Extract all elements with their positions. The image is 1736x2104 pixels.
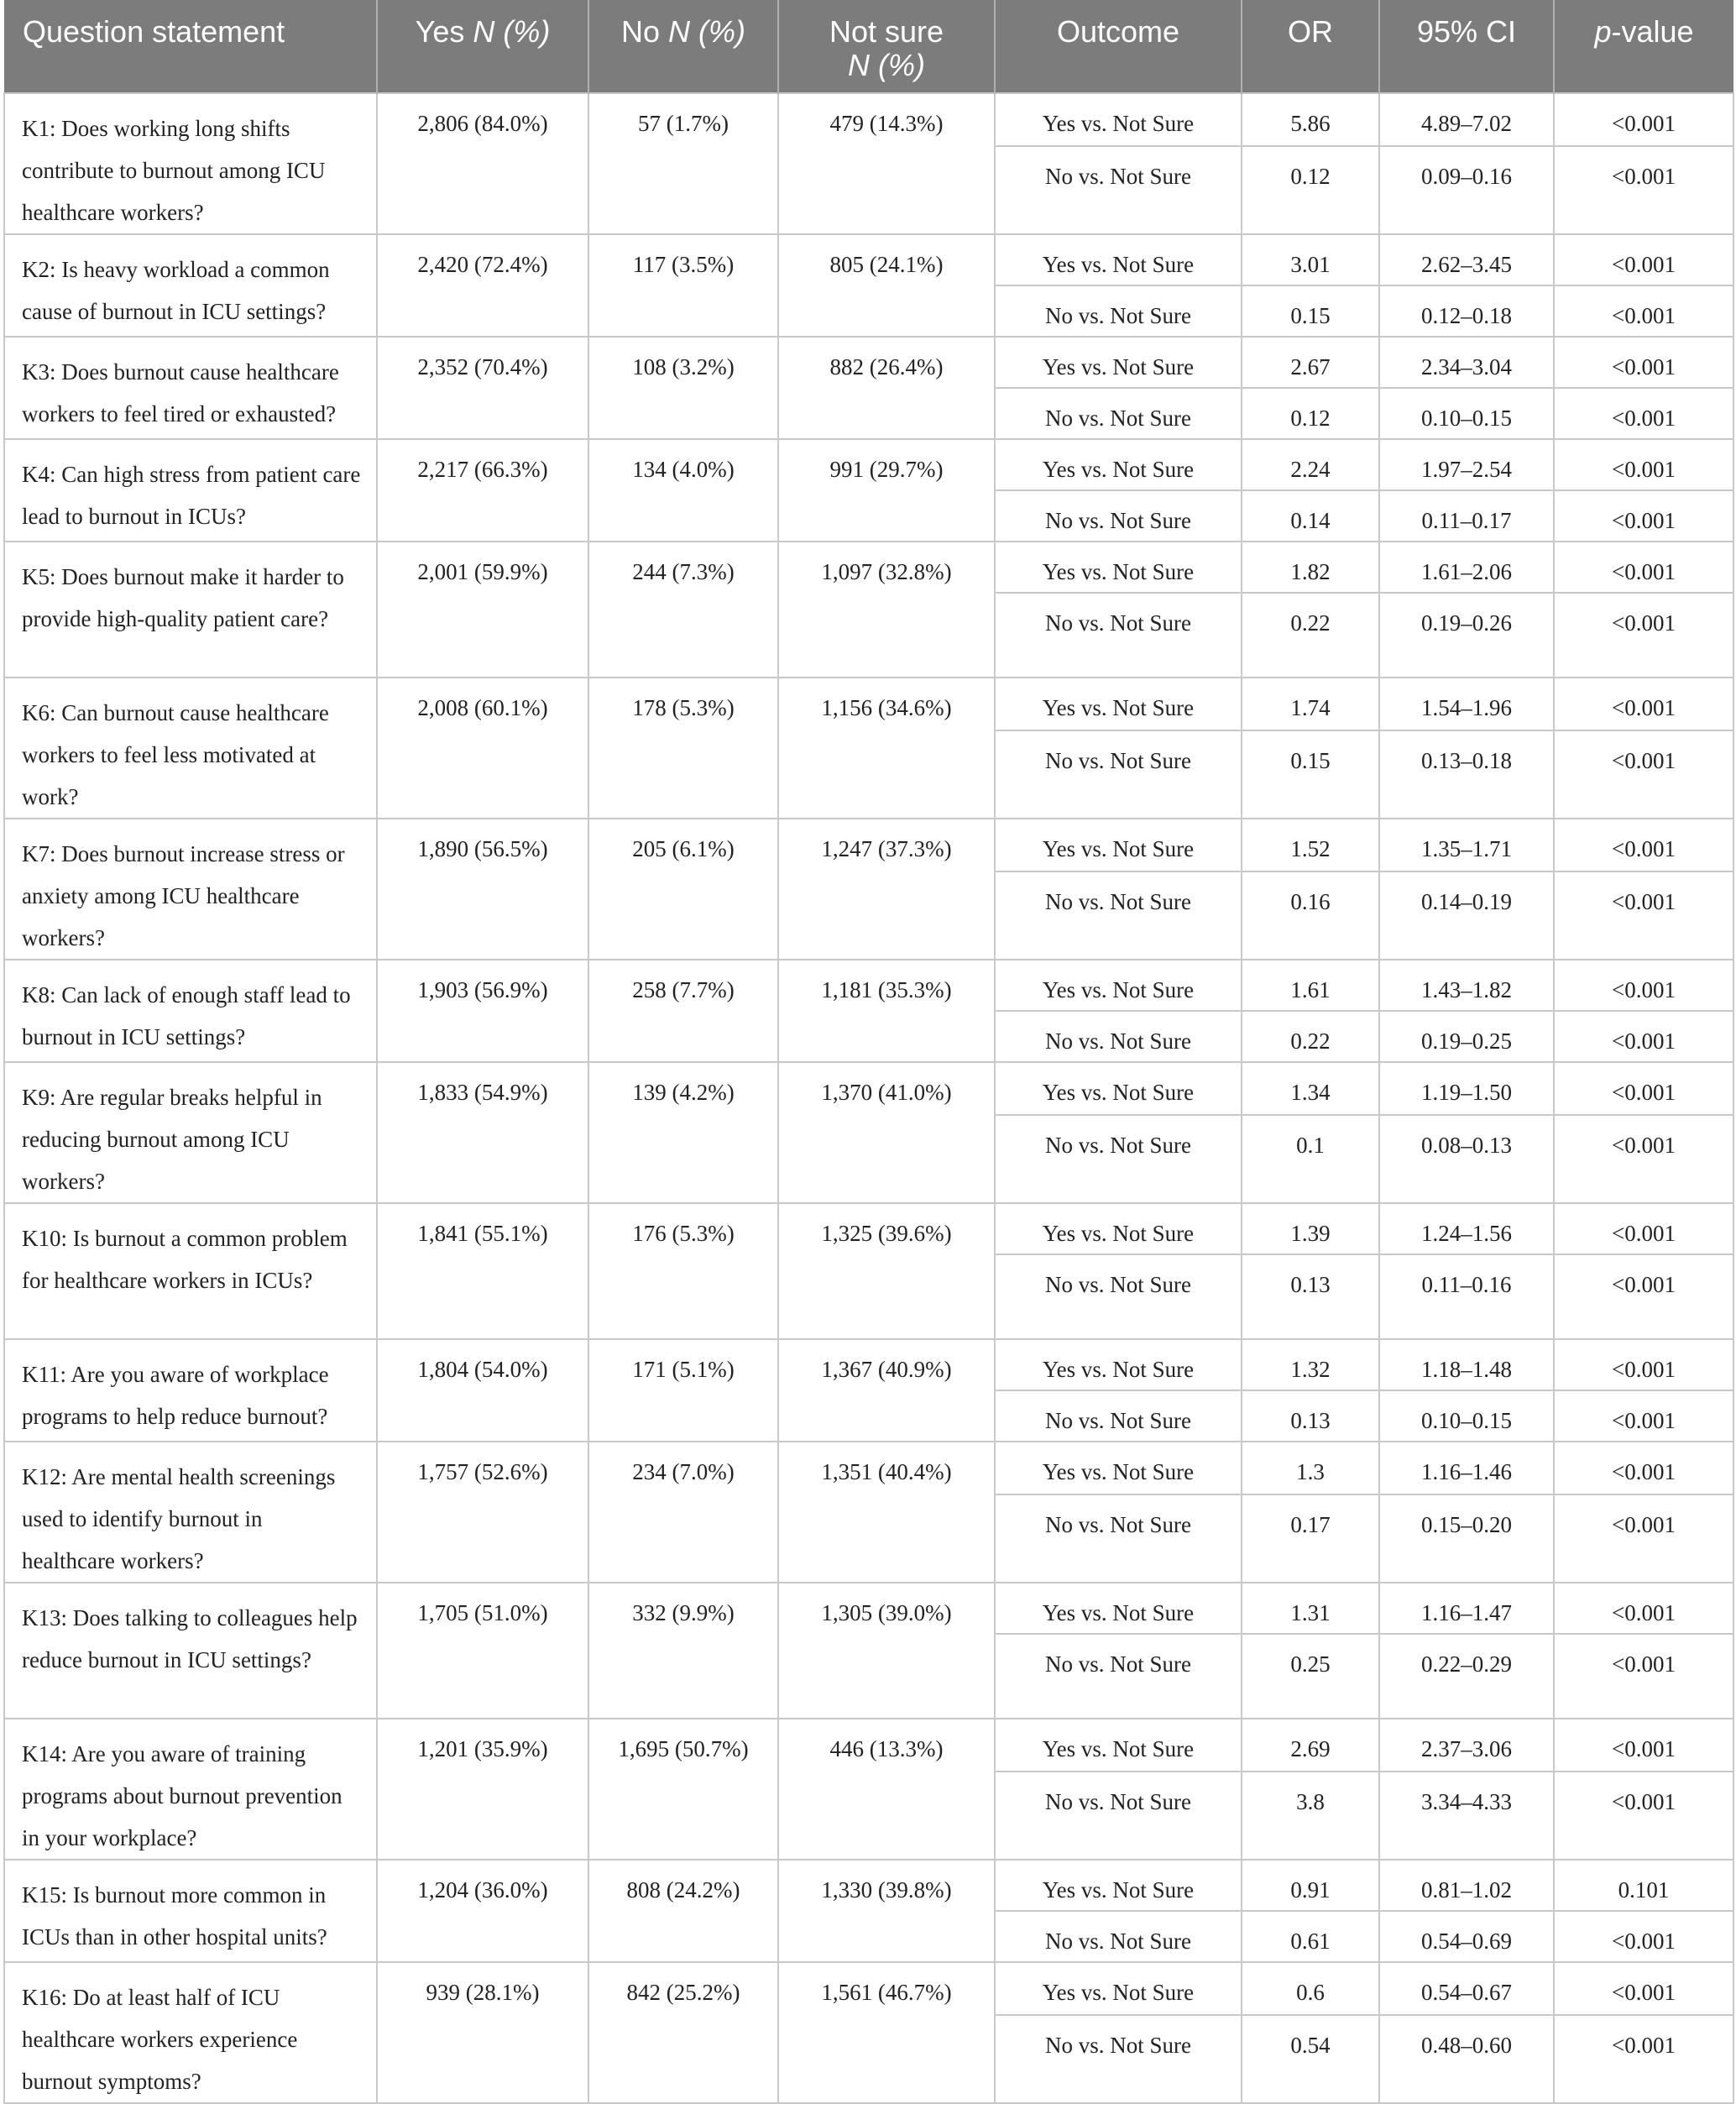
or-cell: 0.13	[1242, 1390, 1379, 1442]
p-value-cell: <0.001	[1554, 1442, 1733, 1494]
outcome-cell: No vs. Not Sure	[995, 1772, 1242, 1860]
p-value-cell: <0.001	[1554, 337, 1733, 388]
outcome-cell: Yes vs. Not Sure	[995, 960, 1242, 1011]
outcome-cell: No vs. Not Sure	[995, 593, 1242, 678]
or-cell: 0.61	[1242, 1911, 1379, 1962]
no-count-cell: 134 (4.0%)	[588, 439, 778, 542]
question-cell: K13: Does talking to colleagues help reduce burnout in ICU settings?	[4, 1583, 377, 1719]
yes-count-cell: 1,890 (56.5%)	[377, 819, 588, 960]
header-p-italic: p	[1594, 14, 1612, 49]
question-cell: K16: Do at least half of ICU healthcare workers experience burnout symptoms?	[4, 1962, 377, 2103]
ci-cell: 1.61–2.06	[1379, 542, 1554, 593]
header-yes-npct: N (%)	[473, 14, 551, 49]
outcome-cell: Yes vs. Not Sure	[995, 337, 1242, 388]
table-row	[4, 1962, 1733, 2015]
no-count-cell: 205 (6.1%)	[588, 819, 778, 960]
ci-cell: 1.19–1.50	[1379, 1062, 1554, 1115]
p-value-cell: <0.001	[1554, 1203, 1733, 1254]
question-cell: K2: Is heavy workload a common cause of burnout in ICU settings?	[4, 234, 377, 337]
ci-cell: 0.08–0.13	[1379, 1115, 1554, 1203]
outcome-cell: No vs. Not Sure	[995, 1390, 1242, 1442]
question-cell: K4: Can high stress from patient care lead to burnout in ICUs?	[4, 439, 377, 542]
yes-count-cell: 1,833 (54.9%)	[377, 1062, 588, 1203]
question-cell: K10: Is burnout a common problem for healthcare workers in ICUs?	[4, 1203, 377, 1339]
p-value-cell: <0.001	[1554, 146, 1733, 234]
table-row	[4, 439, 1733, 490]
p-value-cell: <0.001	[1554, 93, 1733, 146]
not-sure-count-cell: 1,367 (40.9%)	[778, 1339, 995, 1442]
outcome-cell: Yes vs. Not Sure	[995, 678, 1242, 730]
question-cell: K12: Are mental health screenings used to identify burnout in healthcare workers?	[4, 1442, 377, 1583]
question-cell: K1: Does working long shifts contribute to burnout among ICU healthcare workers?	[4, 93, 377, 234]
question-cell: K9: Are regular breaks helpful in reducing burnout among ICU workers?	[4, 1062, 377, 1203]
outcome-cell: No vs. Not Sure	[995, 1011, 1242, 1062]
or-cell: 3.01	[1242, 234, 1379, 285]
question-cell: K15: Is burnout more common in ICUs than in other hospital units?	[4, 1860, 377, 1962]
ci-cell: 0.15–0.20	[1379, 1494, 1554, 1583]
ci-cell: 2.62–3.45	[1379, 234, 1554, 285]
ci-cell: 0.19–0.26	[1379, 593, 1554, 678]
outcome-cell: Yes vs. Not Sure	[995, 1860, 1242, 1911]
or-cell: 1.82	[1242, 542, 1379, 593]
or-cell: 5.86	[1242, 93, 1379, 146]
table-row	[4, 542, 1733, 593]
outcome-cell: No vs. Not Sure	[995, 146, 1242, 234]
or-cell: 0.12	[1242, 388, 1379, 439]
outcome-cell: No vs. Not Sure	[995, 1911, 1242, 1962]
outcome-cell: No vs. Not Sure	[995, 1494, 1242, 1583]
header-ci	[1379, 0, 1554, 93]
outcome-cell: No vs. Not Sure	[995, 490, 1242, 542]
no-count-cell: 1,695 (50.7%)	[588, 1719, 778, 1860]
p-value-cell: <0.001	[1554, 1011, 1733, 1062]
or-cell: 1.3	[1242, 1442, 1379, 1494]
table-header	[4, 0, 1733, 93]
or-cell: 0.1	[1242, 1115, 1379, 1203]
outcome-cell: Yes vs. Not Sure	[995, 439, 1242, 490]
p-value-cell: <0.001	[1554, 1339, 1733, 1390]
header-p-suffix: -value	[1611, 14, 1694, 49]
or-cell: 0.16	[1242, 871, 1379, 960]
outcome-cell: Yes vs. Not Sure	[995, 1719, 1242, 1772]
header-outcome	[995, 0, 1242, 93]
outcome-cell: Yes vs. Not Sure	[995, 1339, 1242, 1390]
not-sure-count-cell: 446 (13.3%)	[778, 1719, 995, 1860]
ci-cell: 0.14–0.19	[1379, 871, 1554, 960]
or-cell: 0.6	[1242, 1962, 1379, 2015]
yes-count-cell: 1,201 (35.9%)	[377, 1719, 588, 1860]
outcome-cell: No vs. Not Sure	[995, 285, 1242, 337]
p-value-cell: <0.001	[1554, 2015, 1733, 2103]
header-not-sure-label: Not sure	[829, 14, 944, 49]
p-value-cell: <0.001	[1554, 730, 1733, 819]
no-count-cell: 842 (25.2%)	[588, 1962, 778, 2103]
no-count-cell: 57 (1.7%)	[588, 93, 778, 234]
ci-cell: 2.37–3.06	[1379, 1719, 1554, 1772]
p-value-cell: <0.001	[1554, 593, 1733, 678]
ci-cell: 1.16–1.47	[1379, 1583, 1554, 1634]
table-row	[4, 1583, 1733, 1634]
question-cell: K3: Does burnout cause healthcare workers to feel tired or exhausted?	[4, 337, 377, 439]
table-row	[4, 1339, 1733, 1390]
or-cell: 2.24	[1242, 439, 1379, 490]
or-cell: 1.61	[1242, 960, 1379, 1011]
header-outcome-label: Outcome	[1056, 14, 1180, 49]
ci-cell: 0.22–0.29	[1379, 1634, 1554, 1719]
outcome-cell: No vs. Not Sure	[995, 1115, 1242, 1203]
knowledge-table	[3, 0, 1734, 2104]
ci-cell: 1.16–1.46	[1379, 1442, 1554, 1494]
p-value-cell: <0.001	[1554, 1583, 1733, 1634]
p-value-cell: <0.001	[1554, 1115, 1733, 1203]
p-value-cell: <0.001	[1554, 542, 1733, 593]
ci-cell: 0.09–0.16	[1379, 146, 1554, 234]
p-value-cell: <0.001	[1554, 1719, 1733, 1772]
or-cell: 1.52	[1242, 819, 1379, 871]
ci-cell: 0.13–0.18	[1379, 730, 1554, 819]
not-sure-count-cell: 1,351 (40.4%)	[778, 1442, 995, 1583]
no-count-cell: 117 (3.5%)	[588, 234, 778, 337]
or-cell: 0.22	[1242, 593, 1379, 678]
or-cell: 0.14	[1242, 490, 1379, 542]
ci-cell: 0.11–0.17	[1379, 490, 1554, 542]
outcome-cell: No vs. Not Sure	[995, 871, 1242, 960]
p-value-cell: <0.001	[1554, 1494, 1733, 1583]
p-value-cell: <0.001	[1554, 1254, 1733, 1339]
question-cell: K5: Does burnout make it harder to provide high-quality patient care?	[4, 542, 377, 678]
or-cell: 3.8	[1242, 1772, 1379, 1860]
yes-count-cell: 1,903 (56.9%)	[377, 960, 588, 1062]
yes-count-cell: 2,352 (70.4%)	[377, 337, 588, 439]
no-count-cell: 258 (7.7%)	[588, 960, 778, 1062]
ci-cell: 0.12–0.18	[1379, 285, 1554, 337]
table-row	[4, 1719, 1733, 1772]
yes-count-cell: 2,420 (72.4%)	[377, 234, 588, 337]
or-cell: 0.91	[1242, 1860, 1379, 1911]
outcome-cell: Yes vs. Not Sure	[995, 1203, 1242, 1254]
p-value-cell: 0.101	[1554, 1860, 1733, 1911]
ci-cell: 1.54–1.96	[1379, 678, 1554, 730]
or-cell: 0.25	[1242, 1634, 1379, 1719]
header-question	[4, 0, 377, 93]
no-count-cell: 244 (7.3%)	[588, 542, 778, 678]
ci-cell: 1.18–1.48	[1379, 1339, 1554, 1390]
table-row	[4, 234, 1733, 285]
header-not-sure	[778, 0, 995, 93]
yes-count-cell: 1,804 (54.0%)	[377, 1339, 588, 1442]
no-count-cell: 234 (7.0%)	[588, 1442, 778, 1583]
not-sure-count-cell: 805 (24.1%)	[778, 234, 995, 337]
outcome-cell: Yes vs. Not Sure	[995, 93, 1242, 146]
table-row	[4, 93, 1733, 146]
not-sure-count-cell: 1,305 (39.0%)	[778, 1583, 995, 1719]
no-count-cell: 176 (5.3%)	[588, 1203, 778, 1339]
p-value-cell: <0.001	[1554, 388, 1733, 439]
outcome-cell: Yes vs. Not Sure	[995, 542, 1242, 593]
p-value-cell: <0.001	[1554, 1390, 1733, 1442]
question-cell: K7: Does burnout increase stress or anxiety among ICU healthcare workers?	[4, 819, 377, 960]
table-row	[4, 819, 1733, 871]
not-sure-count-cell: 1,370 (41.0%)	[778, 1062, 995, 1203]
header-p-value	[1554, 0, 1733, 93]
not-sure-count-cell: 1,181 (35.3%)	[778, 960, 995, 1062]
ci-cell: 0.10–0.15	[1379, 388, 1554, 439]
p-value-cell: <0.001	[1554, 1062, 1733, 1115]
question-cell: K14: Are you aware of training programs about burnout prevention in your workplace?	[4, 1719, 377, 1860]
not-sure-count-cell: 1,247 (37.3%)	[778, 819, 995, 960]
or-cell: 2.67	[1242, 337, 1379, 388]
outcome-cell: Yes vs. Not Sure	[995, 234, 1242, 285]
p-value-cell: <0.001	[1554, 285, 1733, 337]
ci-cell: 1.43–1.82	[1379, 960, 1554, 1011]
yes-count-cell: 2,806 (84.0%)	[377, 93, 588, 234]
question-cell: K6: Can burnout cause healthcare workers to feel less motivated at work?	[4, 678, 377, 819]
question-cell: K11: Are you aware of workplace programs to help reduce burnout?	[4, 1339, 377, 1442]
header-yes-label: Yes	[415, 14, 465, 49]
header-ci-label: 95% CI	[1416, 14, 1517, 49]
ci-cell: 1.97–2.54	[1379, 439, 1554, 490]
yes-count-cell: 2,001 (59.9%)	[377, 542, 588, 678]
p-value-cell: <0.001	[1554, 1634, 1733, 1719]
header-no	[588, 0, 778, 93]
table-row	[4, 1442, 1733, 1494]
no-count-cell: 332 (9.9%)	[588, 1583, 778, 1719]
p-value-cell: <0.001	[1554, 490, 1733, 542]
or-cell: 2.69	[1242, 1719, 1379, 1772]
yes-count-cell: 2,217 (66.3%)	[377, 439, 588, 542]
yes-count-cell: 939 (28.1%)	[377, 1962, 588, 2103]
p-value-cell: <0.001	[1554, 234, 1733, 285]
or-cell: 0.17	[1242, 1494, 1379, 1583]
table-row	[4, 960, 1733, 1011]
outcome-cell: No vs. Not Sure	[995, 1634, 1242, 1719]
outcome-cell: No vs. Not Sure	[995, 2015, 1242, 2103]
yes-count-cell: 1,841 (55.1%)	[377, 1203, 588, 1339]
no-count-cell: 171 (5.1%)	[588, 1339, 778, 1442]
table-row	[4, 678, 1733, 730]
or-cell: 1.31	[1242, 1583, 1379, 1634]
not-sure-count-cell: 1,561 (46.7%)	[778, 1962, 995, 2103]
not-sure-count-cell: 1,156 (34.6%)	[778, 678, 995, 819]
header-or	[1242, 0, 1379, 93]
header-not-sure-npct: N (%)	[848, 48, 925, 82]
not-sure-count-cell: 479 (14.3%)	[778, 93, 995, 234]
p-value-cell: <0.001	[1554, 439, 1733, 490]
table-row	[4, 1203, 1733, 1254]
ci-cell: 0.10–0.15	[1379, 1390, 1554, 1442]
or-cell: 1.39	[1242, 1203, 1379, 1254]
yes-count-cell: 2,008 (60.1%)	[377, 678, 588, 819]
or-cell: 0.15	[1242, 285, 1379, 337]
or-cell: 0.22	[1242, 1011, 1379, 1062]
p-value-cell: <0.001	[1554, 819, 1733, 871]
ci-cell: 1.24–1.56	[1379, 1203, 1554, 1254]
outcome-cell: No vs. Not Sure	[995, 388, 1242, 439]
ci-cell: 3.34–4.33	[1379, 1772, 1554, 1860]
table-row	[4, 337, 1733, 388]
p-value-cell: <0.001	[1554, 1911, 1733, 1962]
no-count-cell: 178 (5.3%)	[588, 678, 778, 819]
not-sure-count-cell: 1,330 (39.8%)	[778, 1860, 995, 1962]
ci-cell: 2.34–3.04	[1379, 337, 1554, 388]
header-or-label: OR	[1288, 14, 1333, 49]
or-cell: 0.12	[1242, 146, 1379, 234]
p-value-cell: <0.001	[1554, 1772, 1733, 1860]
no-count-cell: 808 (24.2%)	[588, 1860, 778, 1962]
yes-count-cell: 1,757 (52.6%)	[377, 1442, 588, 1583]
question-cell: K8: Can lack of enough staff lead to burnout in ICU settings?	[4, 960, 377, 1062]
header-no-npct: N (%)	[668, 14, 746, 49]
or-cell: 1.34	[1242, 1062, 1379, 1115]
header-question-label: Question statement	[23, 14, 285, 49]
outcome-cell: Yes vs. Not Sure	[995, 1442, 1242, 1494]
outcome-cell: No vs. Not Sure	[995, 1254, 1242, 1339]
ci-cell: 0.48–0.60	[1379, 2015, 1554, 2103]
yes-count-cell: 1,204 (36.0%)	[377, 1860, 588, 1962]
ci-cell: 1.35–1.71	[1379, 819, 1554, 871]
or-cell: 0.54	[1242, 2015, 1379, 2103]
table-body	[4, 93, 1733, 2103]
not-sure-count-cell: 882 (26.4%)	[778, 337, 995, 439]
header-no-label: No	[620, 14, 660, 49]
or-cell: 1.74	[1242, 678, 1379, 730]
p-value-cell: <0.001	[1554, 1962, 1733, 2015]
yes-count-cell: 1,705 (51.0%)	[377, 1583, 588, 1719]
not-sure-count-cell: 1,325 (39.6%)	[778, 1203, 995, 1339]
p-value-cell: <0.001	[1554, 960, 1733, 1011]
or-cell: 0.15	[1242, 730, 1379, 819]
ci-cell: 4.89–7.02	[1379, 93, 1554, 146]
outcome-cell: Yes vs. Not Sure	[995, 819, 1242, 871]
table-row	[4, 1062, 1733, 1115]
p-value-cell: <0.001	[1554, 871, 1733, 960]
ci-cell: 0.54–0.67	[1379, 1962, 1554, 2015]
ci-cell: 0.54–0.69	[1379, 1911, 1554, 1962]
or-cell: 1.32	[1242, 1339, 1379, 1390]
no-count-cell: 139 (4.2%)	[588, 1062, 778, 1203]
header-row	[4, 0, 1733, 93]
or-cell: 0.13	[1242, 1254, 1379, 1339]
table-row	[4, 1860, 1733, 1911]
no-count-cell: 108 (3.2%)	[588, 337, 778, 439]
outcome-cell: No vs. Not Sure	[995, 730, 1242, 819]
ci-cell: 0.81–1.02	[1379, 1860, 1554, 1911]
not-sure-count-cell: 991 (29.7%)	[778, 439, 995, 542]
ci-cell: 0.19–0.25	[1379, 1011, 1554, 1062]
not-sure-count-cell: 1,097 (32.8%)	[778, 542, 995, 678]
outcome-cell: Yes vs. Not Sure	[995, 1062, 1242, 1115]
outcome-cell: Yes vs. Not Sure	[995, 1962, 1242, 2015]
header-yes	[377, 0, 588, 93]
ci-cell: 0.11–0.16	[1379, 1254, 1554, 1339]
outcome-cell: Yes vs. Not Sure	[995, 1583, 1242, 1634]
p-value-cell: <0.001	[1554, 678, 1733, 730]
